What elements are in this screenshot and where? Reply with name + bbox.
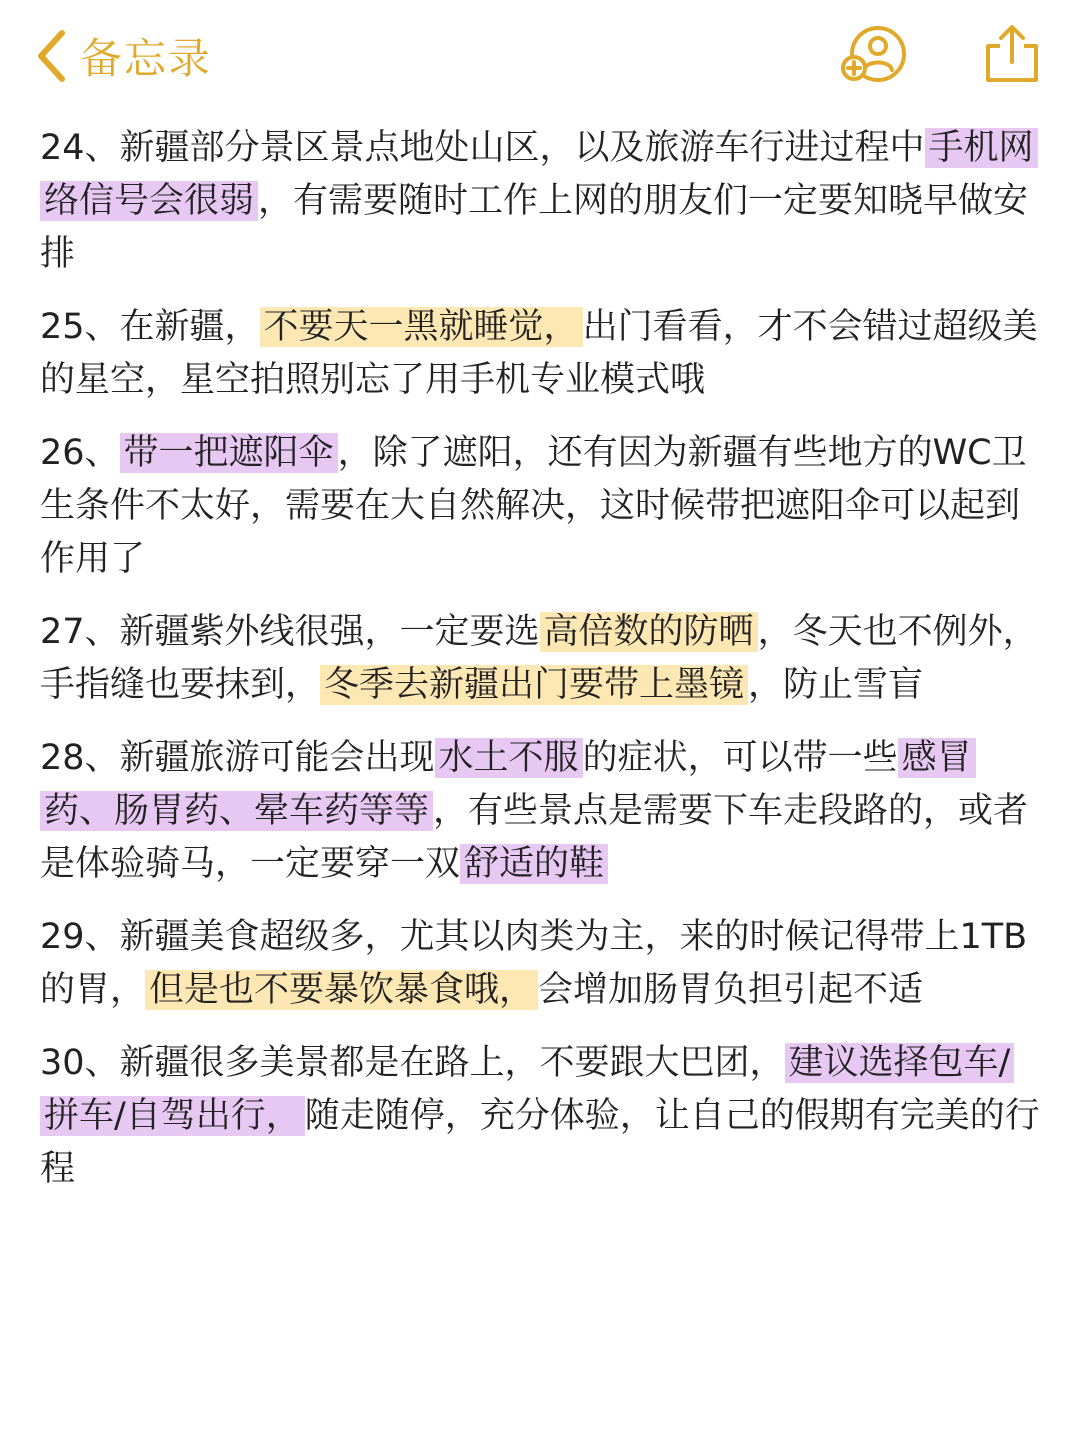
- note-text: ，冬天也不例外，手指缝也要抹到，: [40, 612, 1038, 705]
- note-text: 25、在新疆，: [40, 307, 260, 347]
- note-paragraph: [40, 911, 1040, 1017]
- note-text: ，除了遮阳，还有因为新疆有些地方的WC卫生条件不太好，需要在大自然解决，这时候带把遮阳伞可以起到作用了: [40, 433, 1027, 579]
- highlighted-text: 高倍数的防晒: [540, 612, 758, 652]
- note-text: 29、新疆美食超级多，尤其以肉类为主，来的时候记得带上1TB的胃，: [40, 917, 1028, 1010]
- highlighted-text: 感冒药、肠胃药、晕车药等等: [40, 738, 976, 831]
- note-text: 24、新疆部分景区景点地处山区，以及旅游车行进过程中: [40, 128, 925, 168]
- share-button[interactable]: [980, 22, 1044, 86]
- note-text: 的症状，可以带一些: [582, 738, 898, 778]
- note-text: 28、新疆旅游可能会出现: [40, 738, 435, 778]
- back-button[interactable]: [36, 24, 212, 88]
- note-text: ，有些景点是需要下车走段路的，或者是体验骑马，一定要穿一双: [40, 791, 1029, 884]
- note-paragraph: [40, 427, 1040, 586]
- highlighted-text: 冬季去新疆出门要带上墨镜: [320, 665, 748, 705]
- highlighted-text: 但是也不要暴饮暴食哦，: [145, 970, 538, 1010]
- share-icon: [980, 22, 1044, 86]
- highlighted-text: 水土不服: [435, 738, 583, 778]
- add-collaborator-button[interactable]: [840, 24, 912, 88]
- highlighted-text: 舒适的鞋: [460, 844, 608, 884]
- navigation-bar: [0, 0, 1080, 112]
- note-text: 随走随停，充分体验，让自己的假期有完美的行程: [40, 1096, 1040, 1189]
- note-paragraph: [40, 122, 1040, 281]
- back-button-label: 备忘录: [80, 34, 213, 83]
- note-text: ，防止雪盲: [748, 665, 924, 705]
- note-text: 27、新疆紫外线很强，一定要选: [40, 612, 540, 652]
- note-paragraph: [40, 301, 1040, 407]
- highlighted-text: 手机网络信号会很弱: [40, 128, 1038, 221]
- chevron-left-icon: [36, 29, 66, 83]
- note-paragraph: [40, 732, 1040, 891]
- note-text: 26、: [40, 433, 120, 473]
- note-body[interactable]: [40, 122, 1040, 1216]
- note-text: ，有需要随时工作上网的朋友们一定要知晓早做安排: [40, 181, 1029, 274]
- highlighted-text: 带一把遮阳伞: [120, 433, 338, 473]
- note-text: 30、新疆很多美景都是在路上，不要跟大巴团，: [40, 1043, 785, 1083]
- note-text: 出门看看，才不会错过超级美的星空，星空拍照别忘了用手机专业模式哦: [40, 307, 1038, 400]
- note-paragraph: [40, 606, 1040, 712]
- highlighted-text: 不要天一黑就睡觉，: [260, 307, 583, 347]
- note-paragraph: [40, 1037, 1040, 1196]
- note-text: 会增加肠胃负担引起不适: [538, 970, 924, 1010]
- highlighted-text: 建议选择包车/拼车/自驾出行，: [40, 1043, 1014, 1136]
- add-person-icon: [840, 24, 912, 88]
